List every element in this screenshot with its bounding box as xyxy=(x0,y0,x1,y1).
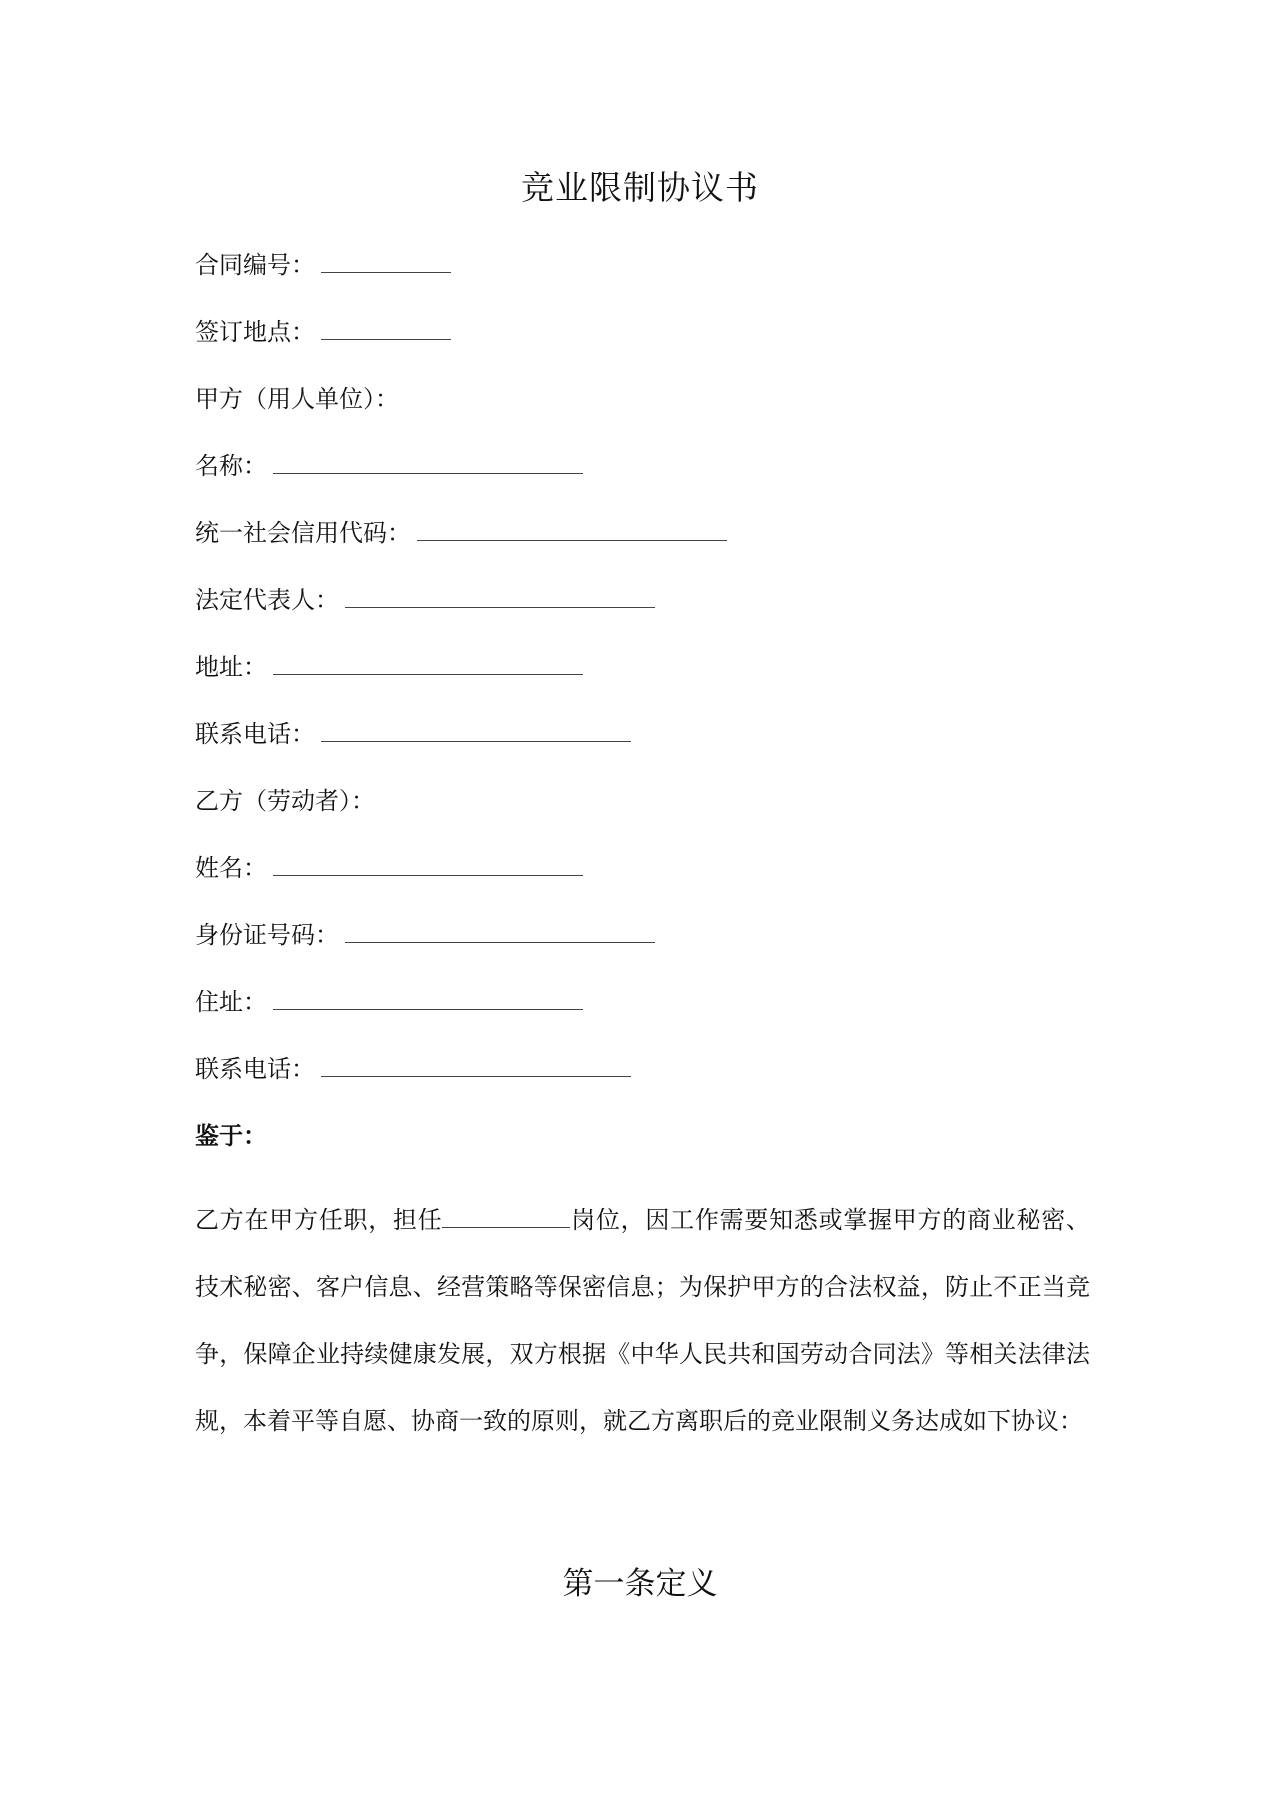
field-label: 联系电话： xyxy=(195,1055,315,1083)
party-a-name-field xyxy=(195,446,1095,513)
field-label: 住址： xyxy=(195,988,267,1016)
party-b-heading xyxy=(195,781,1095,848)
contract-number-field xyxy=(195,245,1095,312)
field-label: 签订地点： xyxy=(195,318,315,346)
field-label: 联系电话： xyxy=(195,720,315,748)
form-fields xyxy=(195,245,1095,1183)
party-a-credit-code-field xyxy=(195,513,1095,580)
recital-paragraph xyxy=(195,1187,1090,1455)
signing-place-blank[interactable] xyxy=(321,313,451,340)
party-b-id-field xyxy=(195,915,1095,982)
field-label: 统一社会信用代码： xyxy=(195,519,411,547)
party-b-heading-text: 乙方（劳动者）： xyxy=(195,787,375,815)
party-a-heading-text: 甲方（用人单位）： xyxy=(195,385,399,413)
party-a-address-field xyxy=(195,647,1095,714)
field-label: 合同编号： xyxy=(195,251,315,279)
party-b-name-field xyxy=(195,848,1095,915)
party-a-credit-code-blank[interactable] xyxy=(417,514,727,541)
signing-place-field xyxy=(195,312,1095,379)
party-a-legal-rep-field xyxy=(195,580,1095,647)
position-blank[interactable] xyxy=(442,1205,570,1228)
party-a-address-blank[interactable] xyxy=(273,648,583,675)
party-a-name-blank[interactable] xyxy=(273,447,583,474)
field-label: 名称： xyxy=(195,452,267,480)
party-a-legal-rep-blank[interactable] xyxy=(345,581,655,608)
recital-text-start: 乙方在甲方任职，担任 xyxy=(195,1206,443,1234)
recital-heading: 鉴于： xyxy=(195,1121,267,1150)
party-b-phone-field xyxy=(195,1049,1095,1116)
recital-text-rest: 岗位，因工作需要知悉或掌握甲方的商业秘密、技术秘密、客户信息、经营策略等保密信息；为保护甲方的合法权益，防止不正当竞争，保障企业持续健康发展，双方根据《中华人民共和国劳动合同法》等相关法律法规，本着平等自愿、协商一致的原则，就乙方离职后的竞业限制义务达成如下协议： xyxy=(195,1206,1091,1435)
field-label: 姓名： xyxy=(195,854,267,882)
party-b-address-blank[interactable] xyxy=(273,983,583,1010)
contract-number-blank[interactable] xyxy=(321,246,451,273)
party-b-phone-blank[interactable] xyxy=(321,1050,631,1077)
field-label: 法定代表人： xyxy=(195,586,339,614)
party-b-id-blank[interactable] xyxy=(345,916,655,943)
field-label: 地址： xyxy=(195,653,267,681)
document-title: 竞业限制协议书 xyxy=(521,168,759,207)
party-b-address-field xyxy=(195,982,1095,1049)
party-a-phone-field xyxy=(195,714,1095,781)
party-a-phone-blank[interactable] xyxy=(321,715,631,742)
party-a-heading xyxy=(195,379,1095,446)
party-b-name-blank[interactable] xyxy=(273,849,583,876)
field-label: 身份证号码： xyxy=(195,921,339,949)
section-1-title: 第一条定义 xyxy=(562,1566,718,1602)
